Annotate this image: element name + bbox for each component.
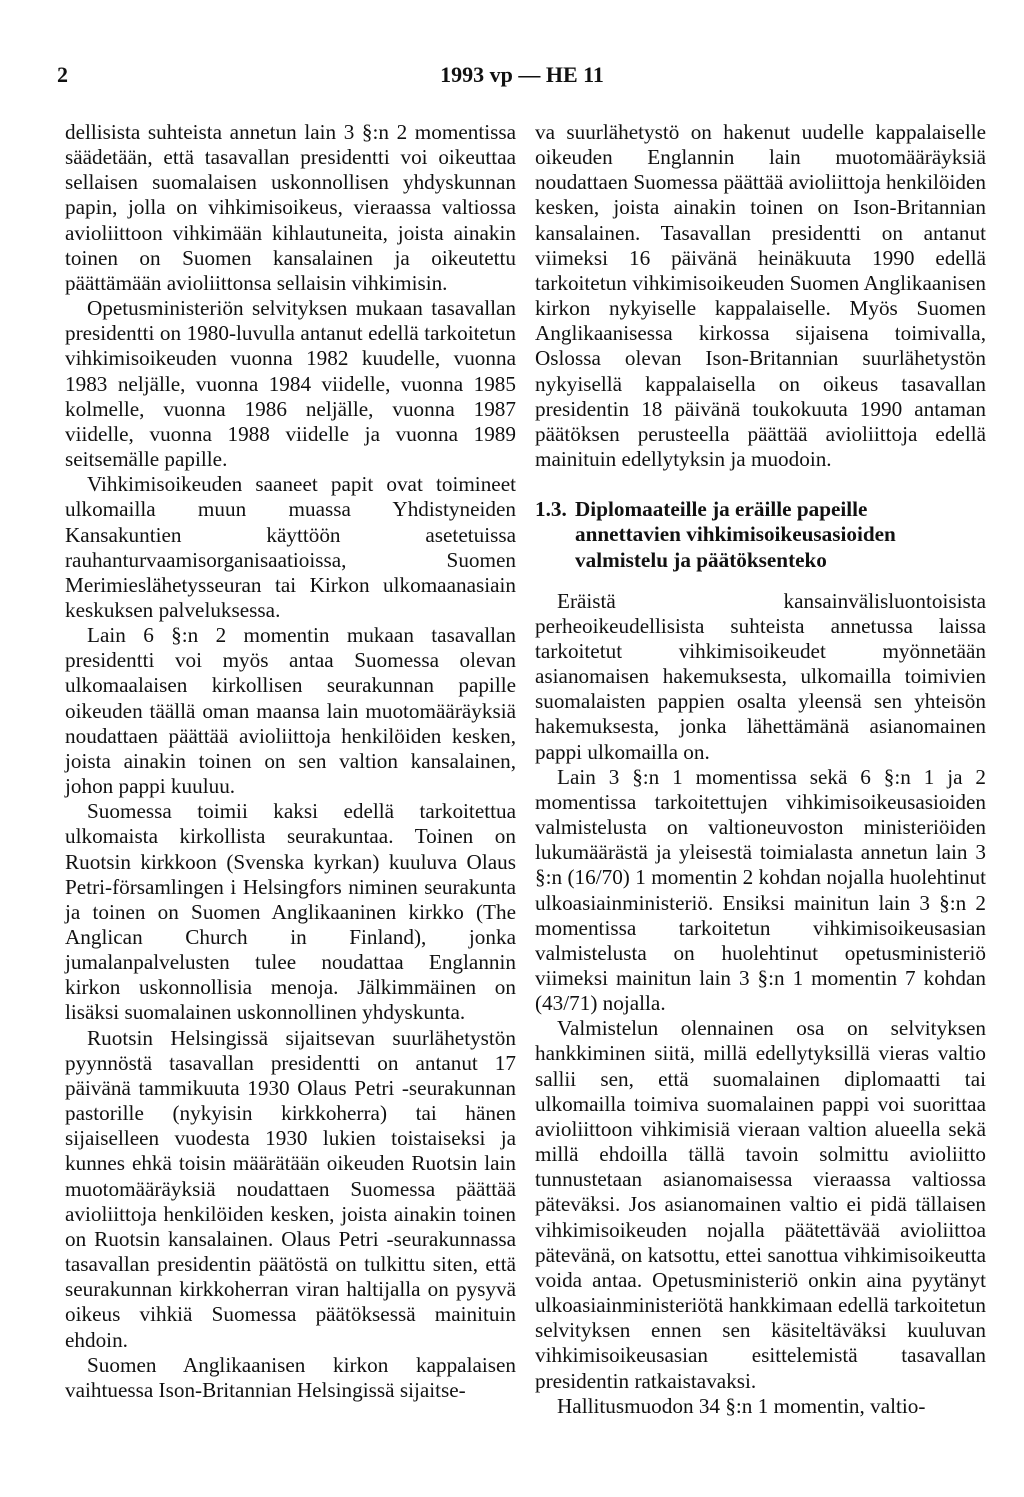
section-title: Diplomaateille ja eräille papeille annettavien vihkimisoikeusasioiden valmistelu ja päätöksenteko bbox=[575, 497, 896, 572]
paragraph: Eräistä kansainvälisluontoisista perheoikeudellisista suhteista annetussa laissa tarkoitetut vihkimisoikeudet myönnetään asianomaisen hakemuksesta, ulkomailla toimivien suomalaisten pappien osalta yleensä sen yhteisön hakemuksesta, jonka lähettämänä asianomainen pappi ulkomailla on. bbox=[535, 588, 986, 764]
section-number: 1.3. bbox=[535, 497, 567, 522]
right-column bbox=[535, 120, 986, 1419]
paragraph: va suurlähetystö on hakenut uudelle kappalaiselle oikeuden Englannin lain muotomääräyksiä noudattaen Suomessa päättää avioliittoja henkilöiden kesken, joista ainakin toinen on Ison-Britannian kansalainen. Tasavallan presidentti on antanut viimeksi 16 päivänä heinäkuuta 1990 edellä tarkoitetun vihkimisoikeuden Suomen Anglikaanisen kirkon nykyiselle kappalaiselle. Myös Suomen Anglikaanisessa kirkossa sijaisena toimivalla, Oslossa olevan Ison-Britannian suurlähetystön nykyisellä kappalaisella on oikeus tasavallan presidentin 18 päivänä toukokuuta 1990 antaman päätöksen perusteella päättää avioliittoja edellä mainituin edellytyksin ja muodoin. bbox=[535, 120, 986, 472]
paragraph: Ruotsin Helsingissä sijaitsevan suurlähetystön pyynnöstä tasavallan presidentti on antanut 17 päivänä tammikuuta 1930 Olaus Petri -seurakunnan pastorille (nykyisin kirkkoherra) tai hänen sijaiselleen vuodesta 1930 lukien toistaiseksi ja kunnes ehkä toisin määrätään oikeuden Ruotsin lain muotomääräyksiä noudattaen Suomessa päättää avioliittoja henkilöiden kesken, joista ainakin toinen on Ruotsin kansalainen. Olaus Petri -seurakunnassa tasavallan presidentin päätöstä on tulkittu siten, että seurakunnan kirkkoherran viran haltijalla on pysyvä oikeus vihkiä Suomessa päätöksessä mainituin ehdoin. bbox=[65, 1025, 516, 1352]
paragraph: Suomessa toimii kaksi edellä tarkoitettua ulkomaista kirkollista seurakuntaa. Toinen on Ruotsin kirkkoon (Svenska kyrkan) kuuluva Olaus Petri-församlingen i Helsingfors niminen seurakunta ja toinen on Suomen Anglikaaninen kirkko (The Anglican Church in Finland), jonka jumalanpalvelusten tulee noudattaa Englannin kirkon uskonnollisia menoja. Jälkimmäinen on lisäksi suomalainen uskonnollinen yhdyskunta. bbox=[65, 799, 516, 1025]
paragraph: Lain 3 §:n 1 momentissa sekä 6 §:n 1 ja 2 momentissa tarkoitettujen vihkimisoikeusasioiden valmistelusta on valtioneuvoston ministeriöiden lukumäärästä ja yleisestä toimialasta annetun lain 3 §:n (16/70) 1 momentin 2 kohdan nojalla huolehtinut ulkoasiainministeriö. Ensiksi mainitun lain 3 §:n 2 momentissa tarkoitetun vihkimisoikeusasian valmistelusta on huolehtinut opetusministeriö viimeksi mainitun lain 3 §:n 1 momentin 7 kohdan (43/71) nojalla. bbox=[535, 764, 986, 1016]
paragraph: Lain 6 §:n 2 momentin mukaan tasavallan presidentti voi myös antaa Suomessa olevan ulkomaalaisen kirkollisen seurakunnan papille oikeuden täällä oman maansa lain muotomääräyksiä noudattaen päättää avioliittoja henkilöiden kesken, joista ainakin toinen on sen valtion kansalainen, johon pappi kuuluu. bbox=[65, 623, 516, 799]
page-number: 2 bbox=[57, 62, 68, 87]
left-column bbox=[65, 120, 516, 1403]
paragraph: Valmistelun olennainen osa on selvityksen hankkiminen siitä, millä edellytyksillä vieras valtio sallii sen, että suomalainen diplomaatti tai ulkomailla toimiva suomalainen pappi voi suorittaa avioliittoon vihkimisiä vieraan valtion alueella sekä millä ehdoilla tällä tavoin solmittu avioliitto tunnustetaan asianomaisessa vieraassa valtiossa päteväksi. Jos asianomainen valtio ei pidä tällaisen vihkimisoikeuden nojalla päätettävää avioliittoa pätevänä, on katsottu, ettei sanottua vihkimisoikeutta voida antaa. Opetusministeriö onkin aina pyytänyt ulkoasiainministeriötä hankkimaan edellä tarkoitetun selvityksen ennen sen käsiteltäväksi kuuluvan vihkimisoikeusasian esittelemistä tasavallan presidentin ratkaistavaksi. bbox=[535, 1016, 986, 1393]
page-header bbox=[57, 62, 987, 94]
running-title: 1993 vp — HE 11 bbox=[440, 62, 604, 87]
paragraph: Vihkimisoikeuden saaneet papit ovat toimineet ulkomailla muun muassa Yhdistyneiden Kansakuntien käyttöön asetetuissa rauhanturvaamisorganisaatioissa, Suomen Merimieslähetysseuran tai Kirkon ulkomaanasiain keskuksen palveluksessa. bbox=[65, 472, 516, 622]
paragraph: Hallitusmuodon 34 §:n 1 momentin, valtio- bbox=[557, 1393, 926, 1418]
paragraph: Suomen Anglikaanisen kirkon kappalaisen vaihtuessa Ison-Britannian Helsingissä sijaitse- bbox=[65, 1352, 516, 1402]
section-heading bbox=[535, 497, 986, 572]
paragraph: Opetusministeriön selvityksen mukaan tasavallan presidentti on 1980-luvulla antanut edellä tarkoitetun vihkimisoikeuden vuonna 1982 kuudelle, vuonna 1983 neljälle, vuonna 1984 viidelle, vuonna 1985 kolmelle, vuonna 1986 neljälle, vuonna 1987 viidelle, vuonna 1988 viidelle ja vuonna 1989 seitsemälle papille. bbox=[65, 296, 516, 472]
paragraph: dellisista suhteista annetun lain 3 §:n 2 momentissa säädetään, että tasavallan presidentti voi oikeuttaa sellaisen suomalaisen uskonnollisen yhdyskunnan papin, jolla on vihkimisoikeus, vieraassa valtiossa avioliittoon vihkimään kihlautuneita, joista ainakin toinen on Suomen kansalainen ja oikeutettu päättämään avioliittonsa sellaisin vihkimisin. bbox=[65, 120, 516, 295]
